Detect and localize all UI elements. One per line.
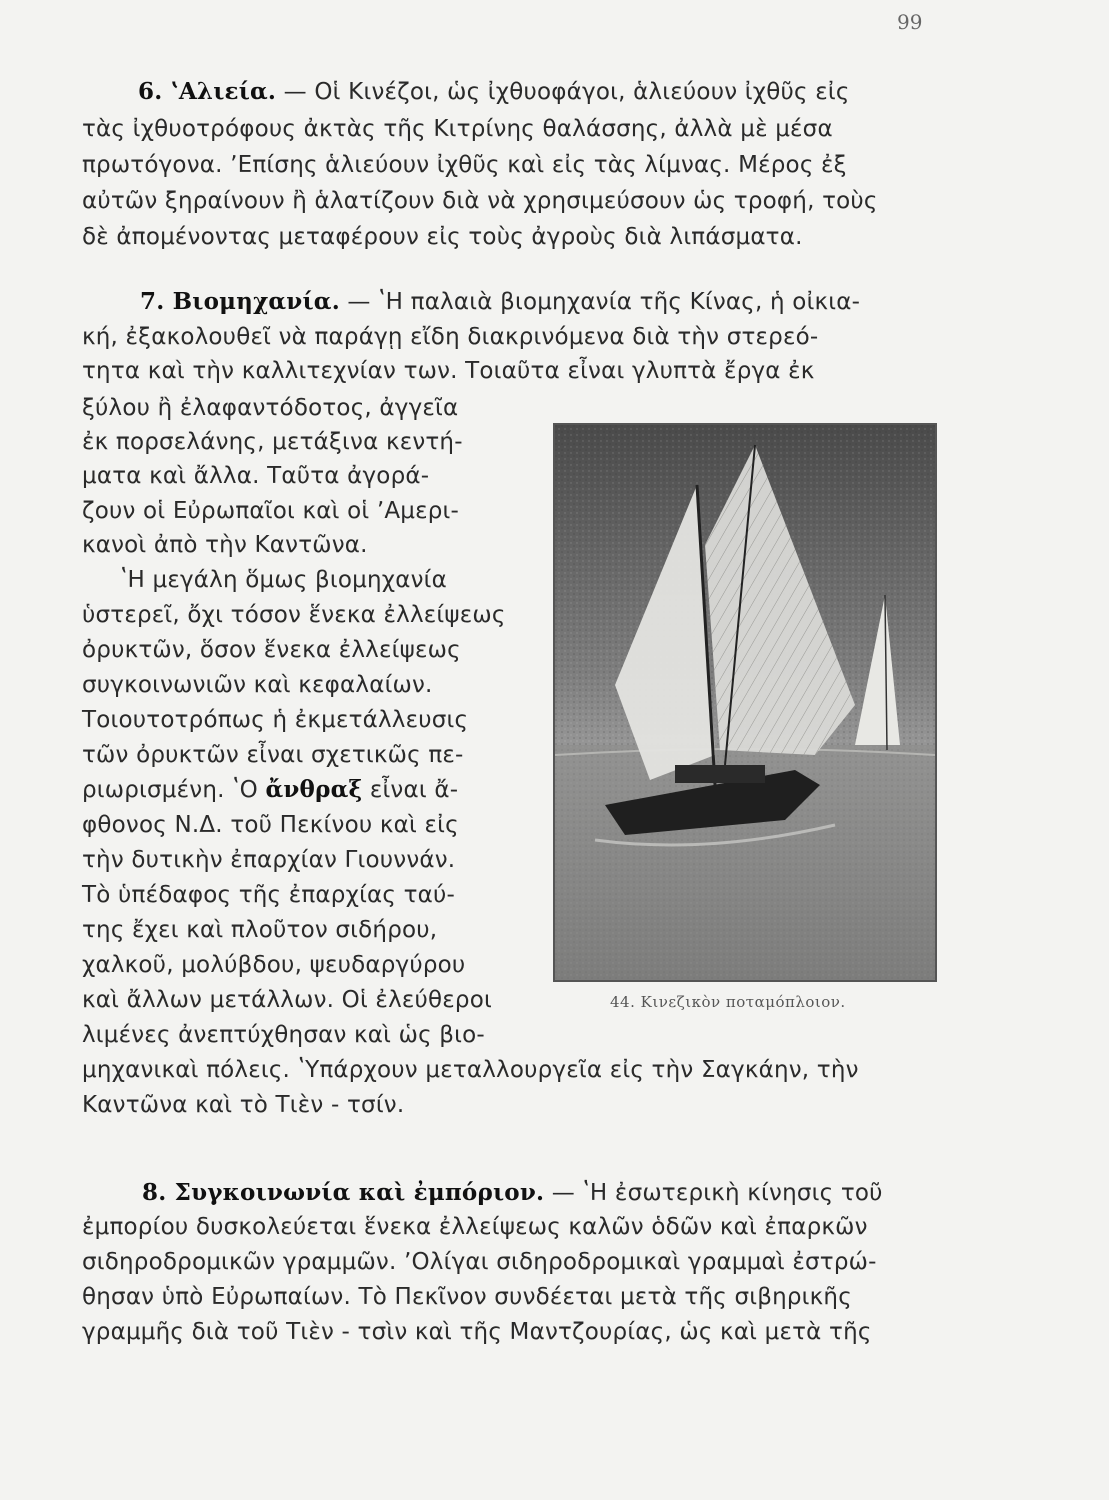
text-run: — ʽΗ παλαιὰ βιομηχανία τῆς Κίνας, ἡ οἰκια- — [347, 289, 861, 315]
text-line: χαλκοῦ, μολύβδου, ψευδαργύρου — [82, 952, 466, 978]
text-line: πρωτόγονα. ʼΕπίσης ἁλιεύουν ἰχθῦς καὶ εἰς τὰς λίμνας. Μέρος ἐξ — [82, 152, 847, 178]
text-line: μηχανικαὶ πόλεις. ʽΥπάρχουν μεταλλουργεῖα εἰς τὴν Σαγκάην, τὴν — [82, 1057, 859, 1083]
text-line: ὀρυκτῶν, ὅσον ἕνεκα ἐλλείψεως — [82, 637, 461, 663]
text-line — [138, 77, 850, 107]
text-line: τῶν ὀρυκτῶν εἶναι σχετικῶς πε- — [82, 742, 464, 768]
text-run: εἶναι ἄ- — [369, 777, 459, 803]
text-line: ἐκ πορσελάνης, μετάξινα κεντή- — [82, 429, 463, 455]
text-run: ριωρισμένη. — [82, 777, 225, 803]
text-line: σιδηροδρομικῶν γραμμῶν. ʼΟλίγαι σιδηροδρομικαὶ γραμμαὶ ἐστρώ- — [82, 1249, 877, 1275]
text-line: καὶ ἄλλων μετάλλων. Οἱ ἐλεύθεροι — [82, 987, 492, 1013]
section-heading: 8. Συγκοινωνία καὶ ἐμπόριον. — [142, 1179, 545, 1206]
text-line: τὴν δυτικὴν ἐπαρχίαν Γιουννάν. — [82, 847, 456, 873]
text-line — [82, 775, 458, 805]
boat-illustration — [555, 425, 935, 980]
text-line: ʽΗ μεγάλη ὅμως βιομηχανία — [120, 567, 448, 593]
boat-photo — [553, 423, 937, 982]
text-line: κή, ἐξακολουθεῖ νὰ παράγῃ εἴδη διακρινόμενα διὰ τὴν στερεό- — [82, 324, 819, 350]
text-line: ξύλου ἢ ἐλαφαντόδοτος, ἀγγεῖα — [82, 395, 459, 421]
text-line: ματα καὶ ἄλλα. Ταῦτα ἀγορά- — [82, 463, 430, 489]
text-line — [140, 287, 860, 317]
text-line: τὰς ἰχθυοτρόφους ἀκτὰς τῆς Κιτρίνης θαλάσσης, ἀλλὰ μὲ μέσα — [82, 116, 833, 142]
text-run: — ʽΗ ἐσωτερικὴ κίνησις τοῦ — [551, 1180, 883, 1206]
text-line: ζουν οἱ Εὐρωπαῖοι καὶ οἱ ʼΑμερι- — [82, 498, 460, 524]
text-line: ὑστερεῖ, ὄχι τόσον ἕνεκα ἐλλείψεως — [82, 602, 506, 628]
text-line: λιμένες ἀνεπτύχθησαν καὶ ὡς βιο- — [82, 1022, 485, 1048]
text-line: κανοὶ ἀπὸ τὴν Καντῶνα. — [82, 532, 368, 558]
text-line: θησαν ὑπὸ Εὐρωπαίων. Τὸ Πεκῖνον συνδέεται μετὰ τῆς σιβηρικῆς — [82, 1284, 852, 1310]
text-line — [142, 1178, 883, 1208]
text-line: γραμμῆς διὰ τοῦ Τιὲν - τσὶν καὶ τῆς Μαντζουρίας, ὡς καὶ μετὰ τῆς — [82, 1319, 872, 1345]
text-line: ἐμπορίου δυσκολεύεται ἕνεκα ἐλλείψεως καλῶν ὁδῶν καὶ ἐπαρκῶν — [82, 1214, 868, 1240]
text-run: ʽΟ — [232, 777, 258, 803]
text-line: Τοιουτοτρόπως ἡ ἐκμετάλλευσις — [82, 707, 469, 733]
text-line: συγκοινωνιῶν καὶ κεφαλαίων. — [82, 672, 433, 698]
text-run: — Οἱ Κινέζοι, ὡς ἰχθυοφάγοι, ἁλιεύουν ἰχθῦς εἰς — [283, 79, 850, 105]
figure-caption: 44. Κινεζικὸν ποταμόπλοιον. — [610, 993, 846, 1011]
text-line: της ἔχει καὶ πλοῦτον σιδήρου, — [82, 917, 438, 943]
text-line: φθονος Ν.Δ. τοῦ Πεκίνου καὶ εἰς — [82, 812, 459, 838]
page-number: 99 — [897, 10, 923, 34]
text-line: Τὸ ὑπέδαφος τῆς ἐπαρχίας ταύ- — [82, 882, 456, 908]
bold-term: ἄνθραξ — [265, 776, 363, 803]
text-line: Καντῶνα καὶ τὸ Τιὲν - τσίν. — [82, 1092, 405, 1118]
text-line: δὲ ἀπομένοντας μεταφέρουν εἰς τοὺς ἀγροὺς διὰ λιπάσματα. — [82, 224, 803, 250]
text-line: αὐτῶν ξηραίνουν ἢ ἁλατίζουν διὰ νὰ χρησιμεύσουν ὡς τροφή, τοὺς — [82, 188, 878, 214]
text-line: τητα καὶ τὴν καλλιτεχνίαν των. Τοιαῦτα εἶναι γλυπτὰ ἔργα ἐκ — [82, 358, 815, 384]
section-heading: 6. ʽΑλιεία. — [138, 78, 277, 105]
section-heading: 7. Βιομηχανία. — [140, 288, 340, 315]
